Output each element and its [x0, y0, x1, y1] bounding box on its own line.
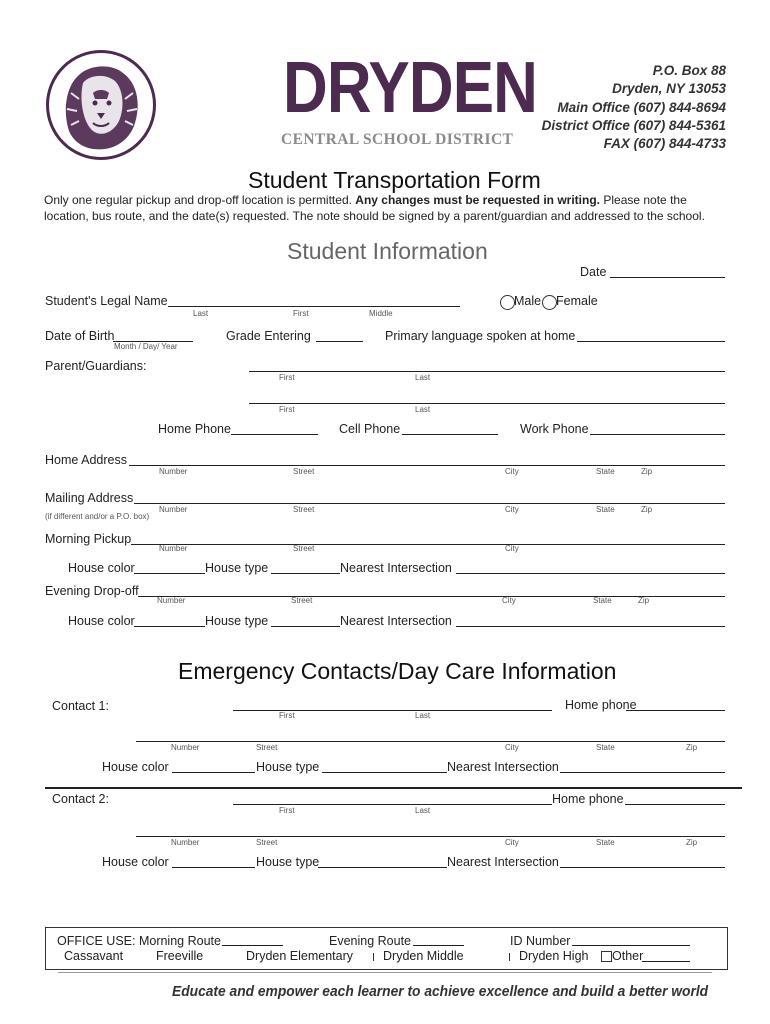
house-color-label: House color: [68, 561, 135, 575]
guardians-label: Parent/Guardians:: [45, 359, 147, 373]
last-hint: Last: [415, 373, 431, 382]
city-hint: City: [502, 596, 516, 605]
male-radio[interactable]: [500, 295, 515, 310]
nearest-intersection-label: Nearest Intersection: [447, 855, 559, 869]
state-hint: State: [596, 505, 615, 514]
number-hint: Number: [159, 467, 188, 476]
home-phone-field[interactable]: [231, 434, 318, 435]
zip-hint: Zip: [638, 596, 650, 605]
morning-pickup-label: Morning Pickup: [45, 532, 132, 546]
nearest-intersection-field[interactable]: [456, 626, 725, 627]
city-hint: City: [505, 838, 519, 847]
contact1-label: Contact 1:: [52, 699, 109, 713]
house-type-label: House type: [205, 561, 269, 575]
home-address-field[interactable]: [129, 465, 725, 466]
state-hint: State: [596, 743, 615, 752]
house-color-label: House color: [102, 855, 169, 869]
lion-logo-icon: [49, 53, 153, 157]
nearest-intersection-field[interactable]: [560, 867, 725, 868]
address-line: Dryden, NY 13053: [612, 81, 726, 97]
number-hint: Number: [159, 544, 188, 553]
morning-pickup-field[interactable]: [131, 544, 725, 545]
zip-hint: Zip: [641, 467, 653, 476]
female-radio[interactable]: [542, 295, 557, 310]
house-color-field[interactable]: [134, 573, 205, 574]
nearest-intersection-label: Nearest Intersection: [340, 614, 452, 628]
guardian-1-field[interactable]: [249, 371, 725, 372]
street-hint: Street: [293, 467, 315, 476]
intro-bold-text: Any changes must be requested in writing.: [355, 193, 601, 207]
house-type-label: House type: [205, 614, 269, 628]
legal-name-field[interactable]: [168, 306, 460, 307]
emergency-heading: Emergency Contacts/Day Care Information: [178, 658, 617, 684]
state-hint: State: [596, 467, 615, 476]
first-hint: First: [279, 405, 295, 414]
date-field[interactable]: [610, 277, 725, 278]
language-field[interactable]: [577, 341, 725, 342]
last-hint: Last: [415, 405, 431, 414]
school-option-other: Other: [612, 949, 644, 963]
contact1-home-phone-label: Home phone: [565, 698, 637, 712]
number-hint: Number: [171, 743, 200, 752]
contact1-address-field[interactable]: [136, 741, 725, 742]
school-option-dryden-middle[interactable]: Dryden Middle: [383, 949, 464, 963]
contact2-address-field[interactable]: [136, 836, 725, 837]
mailing-address-field[interactable]: [134, 503, 725, 504]
checkbox-mark: [509, 953, 510, 961]
address-line: P.O. Box 88: [652, 63, 726, 78]
street-hint: Street: [293, 505, 315, 514]
evening-route-label: Evening Route: [329, 934, 412, 948]
work-phone-label: Work Phone: [520, 422, 589, 436]
zip-hint: Zip: [686, 743, 698, 752]
grade-field[interactable]: [316, 341, 363, 342]
nearest-intersection-label: Nearest Intersection: [447, 760, 559, 774]
legal-name-label: Student's Legal Name: [45, 294, 168, 308]
school-option-cassavant[interactable]: Cassavant: [64, 949, 124, 963]
mailing-address-label: Mailing Address: [45, 491, 134, 505]
evening-dropoff-label: Evening Drop-off: [45, 584, 139, 598]
contact2-home-phone-label: Home phone: [552, 792, 624, 806]
house-type-field[interactable]: [271, 573, 340, 574]
id-number-field[interactable]: [572, 945, 690, 946]
first-hint: First: [293, 309, 309, 318]
last-hint: Last: [415, 711, 431, 720]
street-hint: Street: [293, 544, 315, 553]
other-field[interactable]: [642, 961, 690, 962]
cell-phone-label: Cell Phone: [339, 422, 401, 436]
contact2-name-field[interactable]: [233, 804, 552, 805]
work-phone-field[interactable]: [590, 434, 725, 435]
last-hint: Last: [415, 806, 431, 815]
contact1-home-phone-field[interactable]: [626, 710, 725, 711]
intro-text-end: Please note the location, bus route, and the date(s) requested. The note should be signed by a parent/guardian and addressed to the school.: [44, 193, 705, 223]
middle-hint: Middle: [369, 309, 393, 318]
zip-hint: Zip: [641, 505, 653, 514]
contact2-home-phone-field[interactable]: [625, 804, 725, 805]
city-hint: City: [505, 467, 519, 476]
school-option-freeville[interactable]: Freeville: [156, 949, 204, 963]
evening-dropoff-field[interactable]: [138, 596, 725, 597]
address-line: FAX (607) 844-4733: [603, 136, 726, 152]
district-subtitle: CENTRAL SCHOOL DISTRICT: [281, 131, 514, 148]
house-type-field[interactable]: [318, 867, 447, 868]
home-phone-label: Home Phone: [158, 422, 231, 436]
nearest-intersection-field[interactable]: [560, 772, 725, 773]
house-color-field[interactable]: [172, 867, 255, 868]
city-hint: City: [505, 544, 519, 553]
number-hint: Number: [171, 838, 200, 847]
footer-rule: [58, 972, 712, 973]
mailing-note: (if different and/or a P.O. box): [45, 512, 150, 521]
checkbox-mark: [373, 953, 374, 961]
guardian-2-field[interactable]: [249, 403, 725, 404]
dob-label: Date of Birth: [45, 329, 115, 343]
number-hint: Number: [157, 596, 186, 605]
house-type-label: House type: [256, 855, 320, 869]
nearest-intersection-label: Nearest Intersection: [340, 561, 452, 575]
school-option-dryden-high[interactable]: Dryden High: [519, 949, 589, 963]
house-color-field[interactable]: [134, 626, 205, 627]
dob-hint: Month / Day/ Year: [114, 342, 178, 351]
district-motto: Educate and empower each learner to achieve excellence and build a better world: [172, 983, 709, 1000]
district-name: DRYDEN: [283, 48, 538, 128]
female-label: Female: [556, 294, 598, 308]
form-intro: [44, 193, 734, 224]
house-type-field[interactable]: [271, 626, 340, 627]
last-hint: Last: [193, 309, 209, 318]
state-hint: State: [596, 838, 615, 847]
intro-text: Only one regular pickup and drop-off location is permitted.: [44, 193, 356, 207]
first-hint: First: [279, 373, 295, 382]
morning-route-field[interactable]: [222, 945, 283, 946]
house-color-label: House color: [68, 614, 135, 628]
grade-label: Grade Entering: [226, 329, 311, 343]
house-type-label: House type: [256, 760, 320, 774]
language-label: Primary language spoken at home: [385, 329, 576, 343]
house-color-label: House color: [102, 760, 169, 774]
school-option-dryden-elementary[interactable]: Dryden Elementary: [246, 949, 353, 963]
street-hint: Street: [256, 743, 278, 752]
date-label: Date: [580, 265, 607, 279]
form-title: Student Transportation Form: [248, 167, 541, 193]
cell-phone-field[interactable]: [402, 434, 498, 435]
id-number-label: ID Number: [510, 934, 571, 948]
nearest-intersection-field[interactable]: [456, 573, 725, 574]
other-checkbox[interactable]: [601, 951, 612, 962]
evening-route-field[interactable]: [413, 945, 464, 946]
city-hint: City: [505, 743, 519, 752]
student-info-heading: Student Information: [287, 238, 488, 264]
house-color-field[interactable]: [172, 772, 255, 773]
house-type-field[interactable]: [322, 772, 447, 773]
first-hint: First: [279, 711, 295, 720]
street-hint: Street: [256, 838, 278, 847]
number-hint: Number: [159, 505, 188, 514]
zip-hint: Zip: [686, 838, 698, 847]
home-address-label: Home Address: [45, 453, 127, 467]
address-line: District Office (607) 844-5361: [541, 117, 726, 133]
street-hint: Street: [291, 596, 313, 605]
morning-route-label: OFFICE USE: Morning Route: [57, 934, 221, 948]
district-logo: [46, 50, 156, 160]
first-hint: First: [279, 806, 295, 815]
section-divider: [45, 787, 742, 789]
state-hint: State: [593, 596, 612, 605]
district-address: [542, 62, 726, 153]
address-line: Main Office (607) 844-8694: [557, 99, 726, 115]
contact2-label: Contact 2:: [52, 792, 109, 806]
male-label: Male: [514, 294, 542, 308]
city-hint: City: [505, 505, 519, 514]
